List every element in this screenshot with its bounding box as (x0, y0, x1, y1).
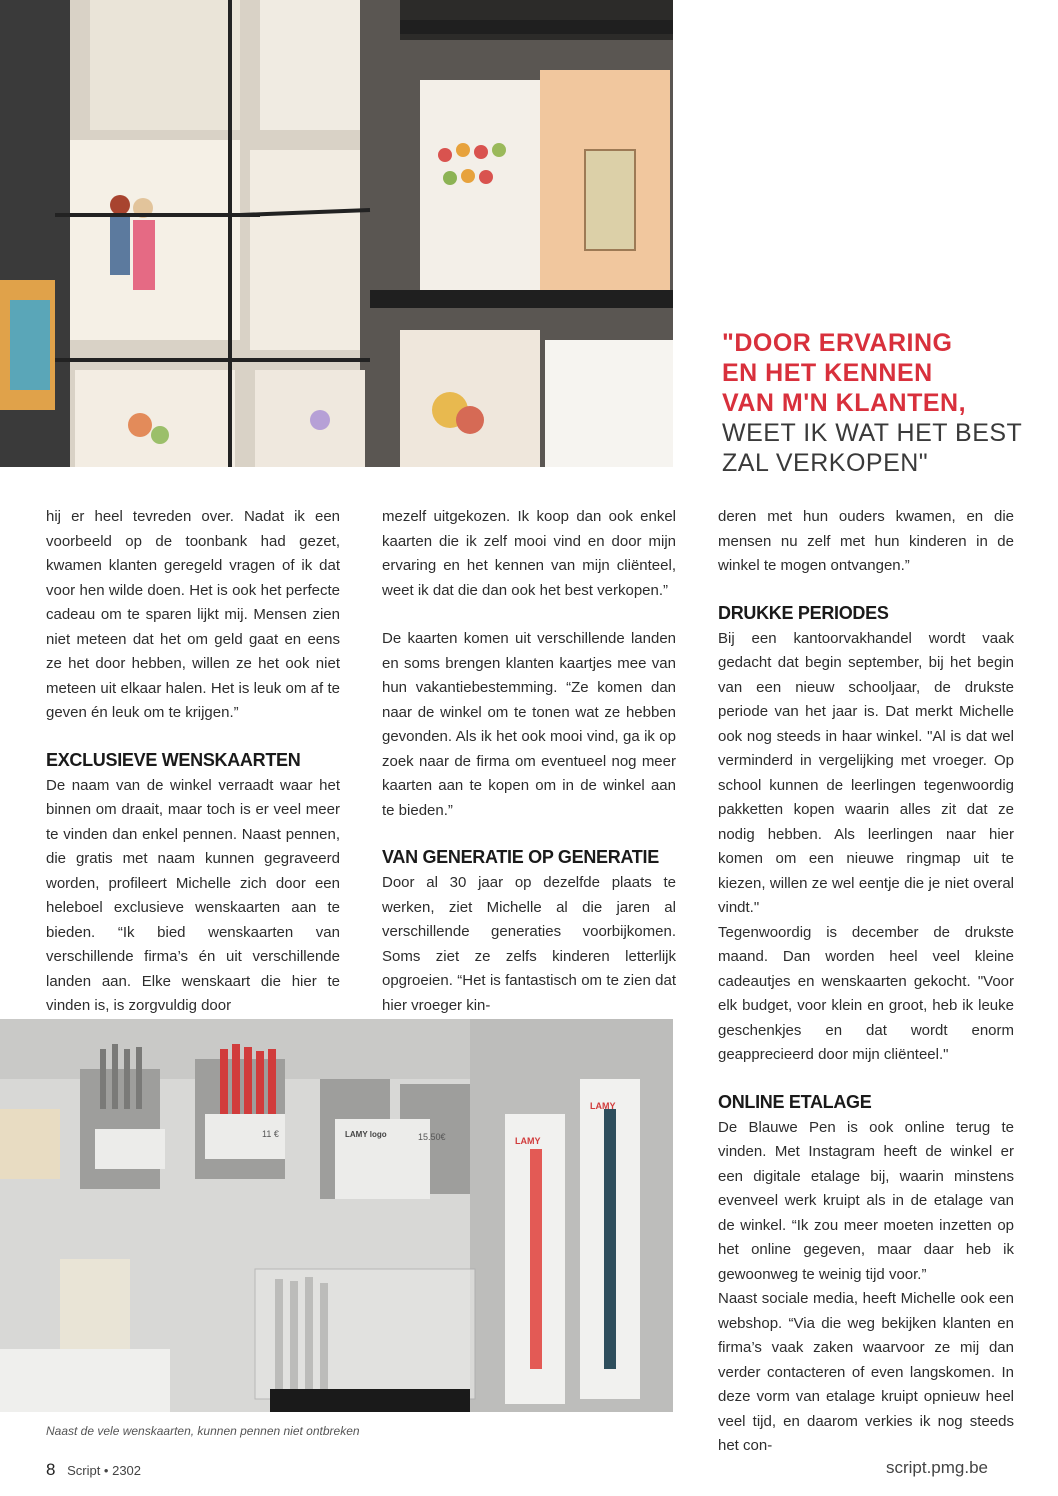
paragraph: mezelf uitgekozen. Ik koop dan ook enkel kaarten die ik zelf mooi vind en door mijn ervaring en het kennen van mijn cliënteel, weet ik dat die dan ook het best verkopen.” (382, 508, 676, 599)
section-heading: EXCLUSIEVE WENSKAARTEN (46, 749, 301, 770)
paragraph: De naam van de winkel verraadt waar het binnen om draait, maar toch is er veel meer te vinden dan enkel pennen. Naast pennen, die gratis met naam kunnen gegraveerd worden, profileert Michelle zich door een heleboel exclusieve wenskaarten aan te bieden. “Ik bied wenskaarten van verschillende firma’s én uit verschillende landen aan. Elke wenskaart die hier te vinden is, is zorgvuldig door (46, 776, 340, 1014)
pull-quote-line-5: ZAL VERKOPEN" (722, 449, 929, 477)
greeting-cards-illustration (0, 0, 673, 467)
paragraph: Door al 30 jaar op dezelfde plaats te werken, ziet Michelle al die jaren al verschillende generaties voorbijkomen. Soms ziet ze zelfs kinderen letterlijk opgroeien. “Het is fantastisch om te zien dat hier vroeger kin- (382, 874, 676, 1014)
paragraph: De kaarten komen uit verschillende landen en soms brengen klanten kaartjes mee van hun vakantiebestemming. “Ze komen dan naar de winkel om te tonen wat ze hebben gevonden. Als ik het ook mooi vind, ga ik op zoek naar de firma om eventueel nog meer kaarten aan te kopen om in de winkel aan te bieden.” (382, 630, 676, 819)
issue-label: Script • 2302 (67, 1463, 142, 1478)
pull-quote (722, 328, 1042, 478)
paragraph: Bij een kantoorvakhandel wordt vaak gedacht dat begin september, bij het begin van een nieuw schooljaar, de drukste periode van het jaar is. Dat merkt Michelle ook nog steeds in haar winkel. "Al is dat wel verminderd in vergelijking met vroeger. Op school kunnen de leerlingen tegenwoordig pakketten kopen waarin alles zit dat ze nodig hebben. Als leerlingen naar hier komen om een nieuwe ringmap uit te kiezen, willen ze wel eentje die je niet overal vindt." (718, 629, 1014, 916)
article-column-1 (46, 505, 340, 1019)
photo-caption: Naast de vele wenskaarten, kunnen pennen niet ontbreken (46, 1424, 360, 1438)
footer-issue (46, 1460, 141, 1480)
section-heading: VAN GENERATIE OP GENERATIE (382, 847, 659, 867)
paragraph: hij er heel tevreden over. Nadat ik een voorbeeld op de toonbank had gezet, kwamen klanten geregeld vragen of ik dat voor hen wilde doen. Het is ook het perfecte cadeau om te sparen lijkt mij. Mensen zien niet meteen dat het om geld gaat en eens ze het door hebben, willen ze het ook niet meteen uit elkaar halen. Het is leuk om af te geven én leuk om te krijgen.” (46, 508, 340, 721)
brand-label: LAMY logo (345, 1130, 387, 1139)
paragraph: Tegenwoordig is december de drukste maand. Dan worden heel veel kleine cadeautjes en wenskaarten gekocht. "Voor elk budget, voor klein en groot, heb ik leuke geschenkjes en dat wordt enorm geapprecieerd door mijn cliënteel." (718, 923, 1014, 1063)
footer-url[interactable]: script.pmg.be (885, 1458, 988, 1477)
price-tag: 15.50€ (418, 1132, 446, 1142)
pull-quote-line-4: WEET IK WAT HET BEST (722, 419, 1023, 447)
section-heading: DRUKKE PERIODES (718, 602, 889, 623)
paragraph: Naast sociale media, heeft Michelle ook een webshop. “Via die weg bekijken klanten en firma’s vaak zaken waarvoor ze mij dan verder contacteren of even langskomen. In deze vorm van etalage kruipt opnieuw heel veel tijd, en daarom verkies ik nog steeds het con- (718, 1290, 1014, 1454)
photo-greeting-cards (0, 0, 673, 467)
article-column-3 (718, 505, 1014, 1459)
section-heading: ONLINE ETALAGE (718, 1091, 872, 1112)
page-number: 8 (46, 1460, 56, 1479)
price-tag: 11 € (262, 1129, 279, 1139)
brand-label: LAMY (515, 1136, 541, 1146)
paragraph: De Blauwe Pen is ook online terug te vinden. Met Instagram heeft de winkel er een digitale etalage bij, waarin minstens evenveel werk kruipt als in de etalage van de winkel. “Ik zou meer moeten inzetten op het online gegeven, maar daar heb ik gewoonweg te weinig tijd voor.” (718, 1118, 1014, 1283)
brand-label: LAMY (590, 1101, 616, 1111)
pull-quote-line-2: EN HET KENNEN (722, 359, 933, 387)
pull-quote-line-1: "DOOR ERVARING (722, 329, 953, 357)
pull-quote-line-3: VAN M'N KLANTEN, (722, 389, 967, 417)
pen-display-illustration (0, 1019, 673, 1412)
article-column-2 (382, 505, 676, 1018)
paragraph: deren met hun ouders kwamen, en die mensen nu zelf met hun kinderen in de winkel te mogen ontvangen.” (718, 508, 1014, 574)
photo-pen-display (0, 1019, 673, 1412)
